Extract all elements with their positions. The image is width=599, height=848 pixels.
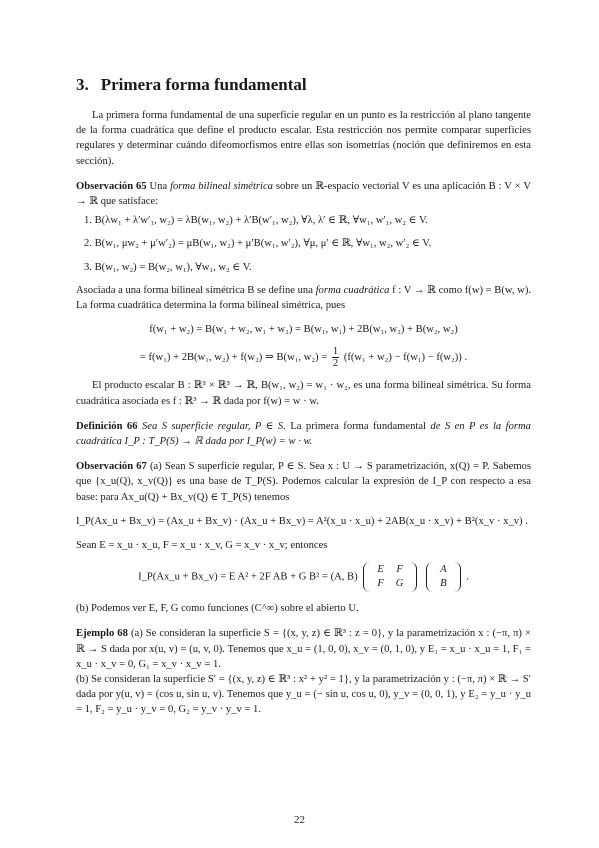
observation-65-text-a: Una	[149, 180, 168, 192]
fraction-denominator: 2	[332, 358, 339, 370]
observation-65	[76, 179, 531, 209]
equation-polarization-2-a: = f(w₁) + 2B(w₁, w₂) + f(w₂) ⇒ B(w₁, w₂) =	[139, 352, 328, 364]
example-68	[76, 626, 531, 672]
efg-definition: Sean E = x_u · x_u, F = x_u · x_v, G = x_v · x_v; entonces	[76, 540, 328, 552]
observation-65-term: forma bilineal simétrica	[170, 180, 273, 192]
quadratic-text-a: Asociada a una forma bilineal simétrica B se define una	[76, 284, 313, 296]
equation-polarization-2	[76, 346, 531, 369]
matrix-cell: G	[395, 578, 404, 590]
ab-vector	[426, 562, 460, 592]
definition-66-label: Definición 66	[76, 420, 138, 432]
definition-66-text-b: La primera forma fundamental	[290, 420, 426, 432]
section-title: Primera forma fundamental	[100, 75, 307, 94]
equation-polarization-1: f(w₁ + w₂) = B(w₁ + w₂, w₁ + w₂) = B(w₁, w₁) + 2B(w₁, w₂) + B(w₂, w₂)	[149, 324, 458, 336]
page-content	[76, 66, 531, 718]
quadratic-text-b: f : V → ℝ como f(w) = B(w, w). La forma cuadrática determina la forma bilineal simétrica, pues	[76, 284, 532, 312]
bilinear-properties-list	[76, 213, 531, 275]
equation-polarization-2-b: (f(w₁ + w₂) − f(w₁) − f(w₂)) .	[343, 352, 468, 364]
observation-67	[76, 459, 531, 505]
example-68-text-a: (a) Se consideran la superficie S = {(x, y, z) ∈ ℝ³ : z = 0}, y la parametrización x : (−π, π) × ℝ → S dada por x(u, v) = (u, v, 0). Tenemos que x_u = (1, 0, 0), x_v = (0, 1, 0), y E₁ = x_u · x_u = 1, F₁ = x_u · x_v = 0, G₁ = x_v · x_v = 1.	[76, 628, 531, 670]
fraction-one-half	[332, 346, 339, 369]
page-number: 22	[294, 814, 305, 826]
definition-66-text-c: de S en P es la forma cuadrática I_P : T_P(S) → ℝ dada por I_P(w) = w · w.	[76, 420, 531, 448]
observation-67-label: Observación 67	[76, 461, 147, 473]
matrix-cell: F	[396, 564, 403, 576]
section-number: 3.	[76, 75, 89, 94]
fraction-numerator: 1	[332, 346, 339, 358]
example-68-part-b: (b) Se consideran la superficie S′ = {(x, y, z) ∈ ℝ³ : x² + y² = 1}, y la parametrización y : (−π, π) × ℝ → S′ dada por y(u, v) = (cos u, sin u, v). Tenemos que y_u = (− sin u, cos u, 0), y_v = (0, 0, 1), y E₂ = y_u · y_u = 1, F₂ = y_u · y_v = 0, G₂ = y_v · y_v = 1.	[76, 674, 531, 716]
observation-65-label: Observación 65	[76, 180, 147, 192]
list-item: 2. B(w₁, μw₂ + μ′w′₂) = μB(w₁, w₂) + μ′B(w₁, w′₂), ∀μ, μ′ ∈ ℝ, ∀w₁, w₂, w′₂ ∈ V.	[84, 238, 432, 250]
definition-66	[76, 419, 531, 449]
definition-66-text-a: Sea S superficie regular, P ∈ S.	[141, 420, 286, 432]
equation-matrix-end: .	[466, 571, 469, 583]
observation-67-text: (a) Sean S superficie regular, P ∈ S. Sea x : U → S parametrización, x(Q) = P. Sabemos que {x_u(Q), x_v(Q)} es una base de T_P(S). Podemos calcular la expresión de I_P con respecto a esa base: para Ax_u(Q) + Bx_v(Q) ∈ T_P(S) tenemos	[76, 461, 531, 503]
vector-cell: A	[440, 564, 447, 576]
intro-paragraph: La primera forma fundamental de una superficie regular en un punto es la restricción al plano tangente de la forma cuadrática que define el producto escalar. Esta restricción nos permite comparar superficies regulares y determinar cuándo difeomorfismos entre ellas son isometrías (noción que definiremos en esta sección).	[76, 110, 531, 167]
observation-67-part-b: (b) Podemos ver E, F, G como funciones (C^∞) sobre el abierto U.	[76, 603, 359, 615]
quadratic-term: forma cuadrática	[315, 284, 390, 296]
equation-matrix-form	[76, 562, 531, 592]
matrix-cell: E	[377, 564, 384, 576]
observation-65-text-b: sobre un ℝ-espacio vectorial V es una aplicación B : V × V → ℝ que satisface:	[76, 180, 531, 208]
vector-cell: B	[440, 578, 447, 590]
section-heading	[76, 74, 531, 96]
example-68-label: Ejemplo 68	[76, 628, 128, 640]
efg-matrix	[363, 562, 417, 592]
list-item: 1. B(λw₁ + λ′w′₁, w₂) = λB(w₁, w₂) + λ′B(w′₁, w₂), ∀λ, λ′ ∈ ℝ, ∀w₁, w′₁, w₂ ∈ V.	[84, 215, 428, 227]
quadratic-form-paragraph	[76, 283, 531, 313]
matrix-cell: F	[377, 578, 384, 590]
equation-first-form-expansion: I_P(Ax_u + Bx_v) = (Ax_u + Bx_v) · (Ax_u + Bx_v) = A²(x_u · x_u) + 2AB(x_u · x_v) + B²(x_v · x_v) .	[76, 515, 528, 527]
list-item: 3. B(w₁, w₂) = B(w₂, w₁), ∀w₁, w₂ ∈ V.	[84, 261, 252, 273]
scalar-product-paragraph: El producto escalar B : ℝ³ × ℝ³ → ℝ, B(w₁, w₂) = w₁ · w₂, es una forma bilineal simétrica. Su forma cuadrática asociada es f : ℝ³ → ℝ dada por f(w) = w · w.	[76, 380, 531, 407]
equation-matrix-form-a: I_P(Ax_u + Bx_v) = E A² + 2F AB + G B² = (A, B)	[138, 571, 358, 583]
